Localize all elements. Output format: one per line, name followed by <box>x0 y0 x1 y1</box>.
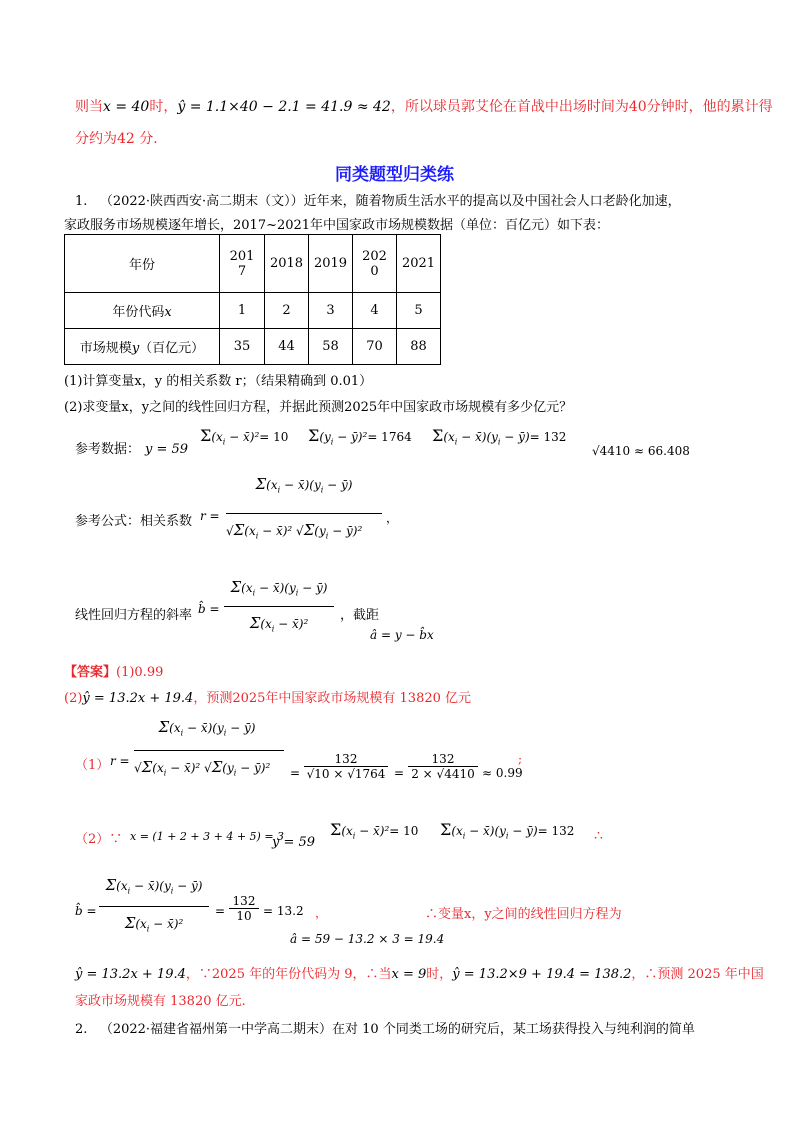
table-cell <box>353 235 397 293</box>
ref-sum-yy: $\Sigma(y_i$ − ȳ)²= 1764 <box>308 426 412 447</box>
table-row <box>65 293 441 329</box>
ref-sum-xx: $\Sigma(x_i$ − x̄)²= 10 <box>200 426 289 447</box>
ref-data-label: 参考数据： <box>75 442 141 457</box>
value-text: = 1764 <box>367 430 412 444</box>
table-cell: 5 <box>397 293 441 329</box>
value-text: = 10 <box>389 824 419 838</box>
cell-text: 2019 <box>313 256 348 271</box>
sol2-sxx: $\Sigma(x_i$ − x̄)²= 10 <box>330 820 419 841</box>
intercept-formula: â = y − b̂x <box>370 628 434 642</box>
text: （2） <box>75 832 110 847</box>
question-number: 2. <box>75 1022 88 1037</box>
frac-num: 132 <box>334 752 358 766</box>
table-cell: 35 <box>220 329 265 365</box>
table-cell: 88 <box>397 329 441 365</box>
therefore-symbol: ∴ <box>594 828 603 844</box>
cell-text: 2021 <box>401 256 436 271</box>
frac-num: 132 <box>232 894 256 908</box>
table-cell <box>309 235 353 293</box>
sol1-label: （1） <box>75 758 110 773</box>
cell-text: （百亿元） <box>139 341 205 356</box>
table-cell: 70 <box>353 329 397 365</box>
top-line-2: 分约为42 分. <box>75 131 158 147</box>
cell-text: 201 <box>229 248 255 264</box>
answer-text: (1)0.99 <box>116 665 164 680</box>
math-x-eq-40: x = 40 <box>103 99 150 115</box>
sol2-sxy: $\Sigma(x_i$ − $x̄)(y_i$ − ȳ)= 132 <box>440 820 575 841</box>
math-calc: ŷ = 13.2×9 + 19.4 = 138.2 <box>452 967 632 982</box>
frac-den: 2 × √4410 <box>408 766 478 781</box>
text: ，所以球员郭艾伦在首战中出场时间为40分钟时，他的累计得 <box>390 99 773 115</box>
table-cell: 2 <box>265 293 309 329</box>
conclusion: ∴变量x，y之间的线性回归方程为 <box>425 907 622 922</box>
xbar-eq: x = (1 + 2 + 3 + 4 + 5) = 3 <box>130 830 285 843</box>
table-cell: 4 <box>353 293 397 329</box>
table-cell: 3 <box>309 293 353 329</box>
sol2-label <box>75 828 122 847</box>
text: ，∴预测 2025 年中国 <box>631 967 764 982</box>
sol2-ybar: y = 59 <box>272 835 316 850</box>
data-table <box>64 234 441 365</box>
math-calc: ŷ = 1.1×40 − 2.1 = 41.9 ≈ 42 <box>177 99 391 115</box>
answer-label: 【答案】 <box>64 665 117 680</box>
final-line-1 <box>75 963 764 982</box>
a-hat-calc: â = 59 − 13.2 × 3 = 19.4 <box>290 932 445 946</box>
result: = 13.2 <box>263 904 304 918</box>
final-line-2: 家政市场规模有 13820 亿元. <box>75 994 246 1009</box>
table-cell: 44 <box>265 329 309 365</box>
ref-ybar: y = 59 <box>145 442 189 457</box>
ref-sum-xy: $\Sigma(x_i$ − $x̄)(y_i$ − ȳ)= 132 <box>432 426 567 447</box>
answer-line-2 <box>64 687 471 706</box>
table-cell <box>397 235 441 293</box>
question-text: （2022·福建省福州第一中学高二期末）在对 10 个同类工场的研究后，某工场获得投入与纯利润的简单 <box>99 1022 695 1037</box>
intercept-label: ，截距 <box>340 608 380 623</box>
ref-sqrt: √4410 ≈ 66.408 <box>592 444 690 458</box>
table-cell: 58 <box>309 329 353 365</box>
cell-text: 2018 <box>269 256 304 271</box>
cell-text: 7 <box>237 263 247 279</box>
ref-formula-label: 参考公式：相关系数 <box>75 514 193 529</box>
text: (2) <box>64 691 83 706</box>
answer-line-1 <box>64 661 163 680</box>
value-text: = 132 <box>537 824 575 838</box>
q1-line-2: 家政服务市场规模逐年增长，2017~2021年中国家政市场规模数据（单位：百亿元）如下表： <box>64 218 610 233</box>
table-cell <box>65 293 220 329</box>
table-cell <box>265 235 309 293</box>
text: 则当 <box>75 99 103 115</box>
table-row <box>65 235 441 293</box>
q1-part-1: (1)计算变量x，y 的相关系数 r；（结果精确到 0.01） <box>64 374 373 389</box>
cell-text: 年份 <box>128 258 155 273</box>
math-eq: ŷ = 13.2x + 19.4 <box>75 967 186 982</box>
table-cell <box>65 329 220 365</box>
table-cell <box>220 235 265 293</box>
cell-text: 年份代码 <box>112 305 165 320</box>
cell-text: 0 <box>370 263 379 279</box>
table-row <box>65 329 441 365</box>
text: ，∵2025 年的年份代码为 9，∴当 <box>185 967 392 982</box>
frac-den: 10 <box>229 908 259 923</box>
value-text: = 132 <box>529 430 567 444</box>
cell-var: y <box>131 341 140 356</box>
text: ，预测2025年中国家政市场规模有 13820 亿元 <box>193 691 472 706</box>
result: ≈ 0.99 <box>482 766 523 780</box>
frac-den: √10 × √1764 <box>304 766 388 781</box>
cell-text: 市场规模 <box>79 341 132 356</box>
question-number: 1. <box>75 194 88 209</box>
math-x: x = 9 <box>391 967 427 982</box>
frac-num: 132 <box>431 752 455 766</box>
table-cell: 1 <box>220 293 265 329</box>
top-line-1 <box>75 96 773 116</box>
question-text: （2022·陕西西安·高二期末（文））近年来，随着物质生活水平的提高以及中国社会人口老龄化加速， <box>99 194 681 209</box>
section-title: 同类题型归类练 <box>335 165 454 185</box>
q2-line <box>75 1018 695 1037</box>
q1-part-2: (2)求变量x，y之间的线性回归方程，并据此预测2025年中国家政市场规模有多少亿元？ <box>64 400 573 415</box>
because-symbol: ∵ <box>109 832 123 847</box>
slope-label: 线性回归方程的斜率 <box>75 608 193 623</box>
cell-text: 202 <box>362 248 387 264</box>
table-cell <box>65 235 220 293</box>
text: 时， <box>149 99 178 115</box>
math-eq: ŷ = 13.2x + 19.4 <box>82 691 194 706</box>
text: 时， <box>426 967 453 982</box>
q1-line-1 <box>75 190 681 209</box>
value-text: = 10 <box>259 430 289 444</box>
cell-var: x <box>164 305 172 320</box>
